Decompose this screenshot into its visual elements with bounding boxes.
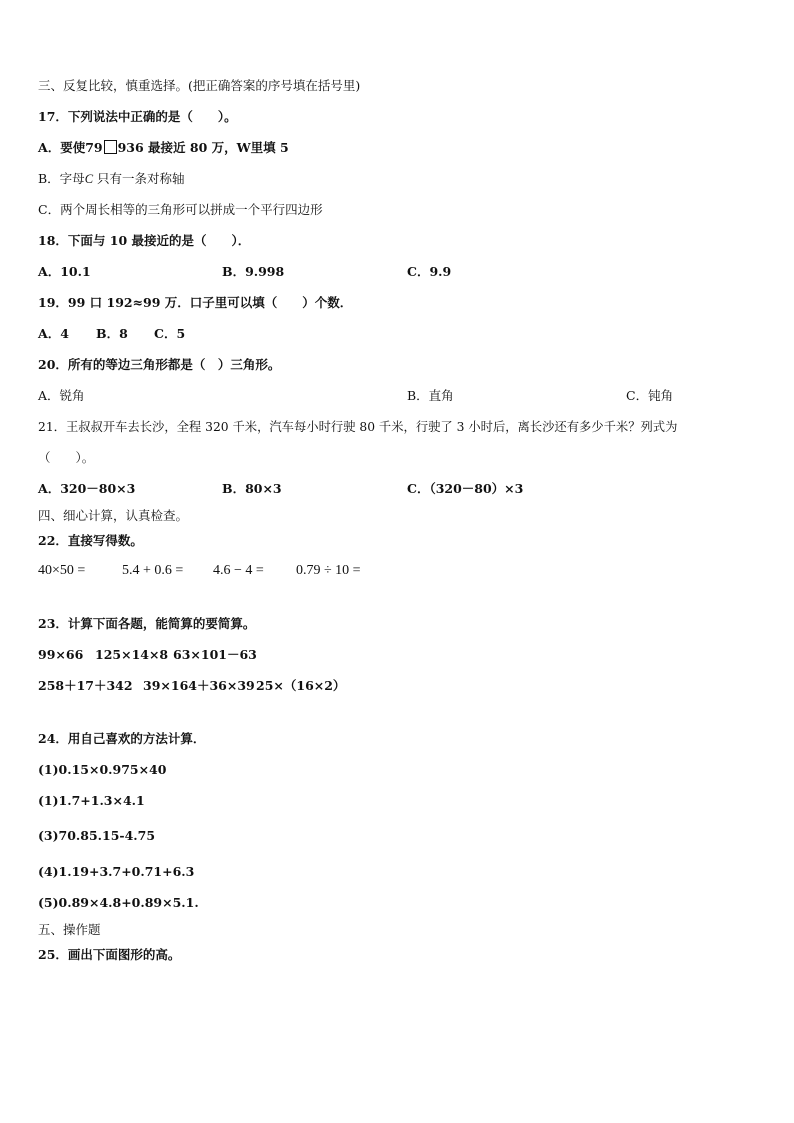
q17-stem: 17．下列说法中正确的是（ ）。 [38, 109, 237, 124]
q21-stem-line1: 21．王叔叔开车去长沙，全程 320 千米，汽车每小时行驶 80 千米，行驶了 3 小时后，离长沙还有多少千米？列式为 [38, 420, 678, 434]
q23-row2-item-3: 25×（16×2） [256, 678, 346, 693]
q19-stem: 19．99 口 192≈99 万．口子里可以填（ ）个数． [38, 295, 353, 310]
q17-option-a [38, 140, 289, 156]
q18-option-a: A．10.1 [38, 264, 91, 279]
q22-item-3: 4.6 − 4 = [213, 563, 264, 578]
q24-item-2: (1)1.7+1.3×4.1 [38, 793, 145, 808]
q23-row2-item-2: 39×164＋36×39 [143, 678, 255, 693]
q18-option-b: B．9.998 [222, 264, 285, 279]
q20-option-b: B．直角 [407, 388, 454, 403]
q18-option-c: C．9.9 [407, 264, 452, 279]
q23-row1-item-1: 99×66 [38, 647, 84, 662]
q21-stem-line2: （ ）。 [38, 450, 95, 465]
section-4-title: 四、细心计算，认真检查。 [38, 508, 189, 523]
q23-row1-item-3: 63×101－63 [173, 647, 257, 662]
section-3-title: 三、反复比较，慎重选择。(把正确答案的序号填在括号里) [38, 78, 361, 93]
q17-option-b [38, 171, 185, 187]
q19-option-a: A．4 [38, 326, 69, 341]
q19-option-c: C．5 [154, 326, 186, 341]
q21-option-c: C．（320－80）×3 [407, 481, 524, 496]
q24-item-5: (5)0.89×4.8+0.89×5.1. [38, 895, 199, 910]
q17-b-letter: C [84, 172, 94, 186]
q24-item-1: (1)0.15×0.975×40 [38, 762, 167, 777]
q24-item-3: (3)70.85.15-4.75 [38, 828, 156, 843]
q20-option-a: A．锐角 [38, 388, 85, 403]
q20-stem: 20．所有的等边三角形都是（ ）三角形。 [38, 357, 281, 372]
q17-b-prefix: B．字母 [38, 171, 85, 186]
q22-stem: 22．直接写得数。 [38, 533, 143, 548]
q22-item-1: 40×50 = [38, 563, 86, 578]
q19-option-b: B．8 [96, 326, 128, 341]
q24-stem: 24．用自己喜欢的方法计算． [38, 731, 206, 746]
q21-option-a: A．320－80×3 [38, 481, 136, 496]
q23-row1-item-2: 125×14×8 [95, 647, 169, 662]
blank-box-icon [104, 140, 117, 154]
q17-a-suffix: 936 最接近 80 万，W里填 5 [117, 140, 289, 155]
q17-a-prefix: A．要使79 [38, 140, 103, 155]
q23-row2-item-1: 258＋17＋342 [38, 678, 133, 693]
q24-item-4: (4)1.19+3.7+0.71+6.3 [38, 864, 195, 879]
section-5-title: 五、操作题 [38, 922, 101, 937]
q23-stem: 23．计算下面各题，能简算的要简算。 [38, 616, 256, 631]
q22-item-4: 0.79 ÷ 10 = [296, 563, 361, 578]
q21-option-b: B．80×3 [222, 481, 282, 496]
q20-option-c: C．钝角 [626, 388, 674, 403]
q18-stem: 18．下面与 10 最接近的是（ ）． [38, 233, 251, 248]
q17-option-c: C．两个周长相等的三角形可以拼成一个平行四边形 [38, 202, 323, 217]
q17-b-suffix: 只有一条对称轴 [93, 171, 185, 186]
q22-item-2: 5.4 + 0.6 = [122, 563, 184, 578]
q25-stem: 25．画出下面图形的高。 [38, 947, 181, 962]
